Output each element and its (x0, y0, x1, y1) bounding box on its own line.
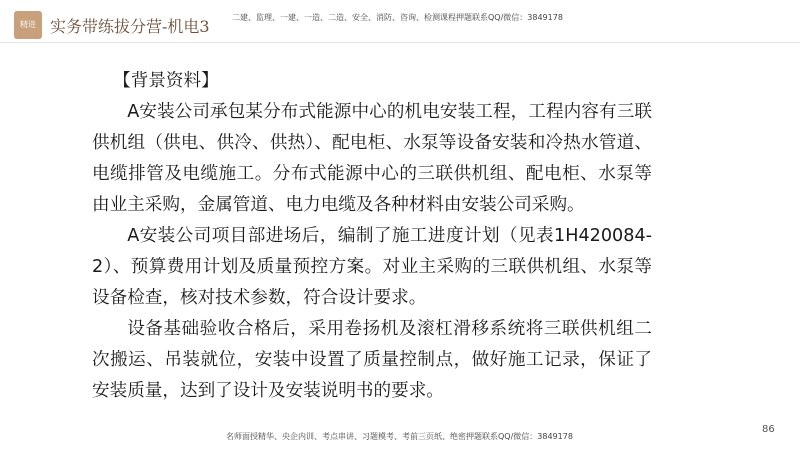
page-number: 86 (762, 424, 775, 435)
course-title: 实务带练拔分营-机电3 (50, 17, 210, 36)
slide-header (0, 0, 800, 50)
footer-contact-notice: 名师面授精华、央企内训、考点串讲、习题模考、考前三页纸、绝密押题联系QQ/微信：3849178 (226, 432, 573, 441)
brand-logo: 精进 (14, 11, 42, 39)
paragraph-3: 设备基础验收合格后，采用卷扬机及滚杠滑移系统将三联供机组二次搬运、吊装就位，安装中设置了质量控制点，做好施工记录，保证了安装质量，达到了设计及安装说明书的要求。 (92, 319, 652, 401)
top-contact-notice: 二建、监理、一建、一造、二造、安全、消防、咨询、检测课程押题联系QQ/微信：3849178 (232, 13, 563, 22)
paragraph-1: A安装公司承包某分布式能源中心的机电安装工程，工程内容有三联供机组（供电、供冷、供热）、配电柜、水泵等设备安装和冷热水管道、电缆排管及电缆施工。分布式能源中心的三联供机组、配电柜、水泵等由业主采购，金属管道、电力电缆及各种材料由安装公司采购。 (92, 102, 652, 215)
section-heading: 【背景资料】 (113, 71, 219, 91)
header-divider (0, 42, 800, 43)
slide-body (92, 66, 652, 407)
paragraph-2: A安装公司项目部进场后，编制了施工进度计划（见表1H420084-2）、预算费用计划及质量预控方案。对业主采购的三联供机组、水泵等设备检查，核对技术参数，符合设计要求。 (92, 226, 652, 308)
